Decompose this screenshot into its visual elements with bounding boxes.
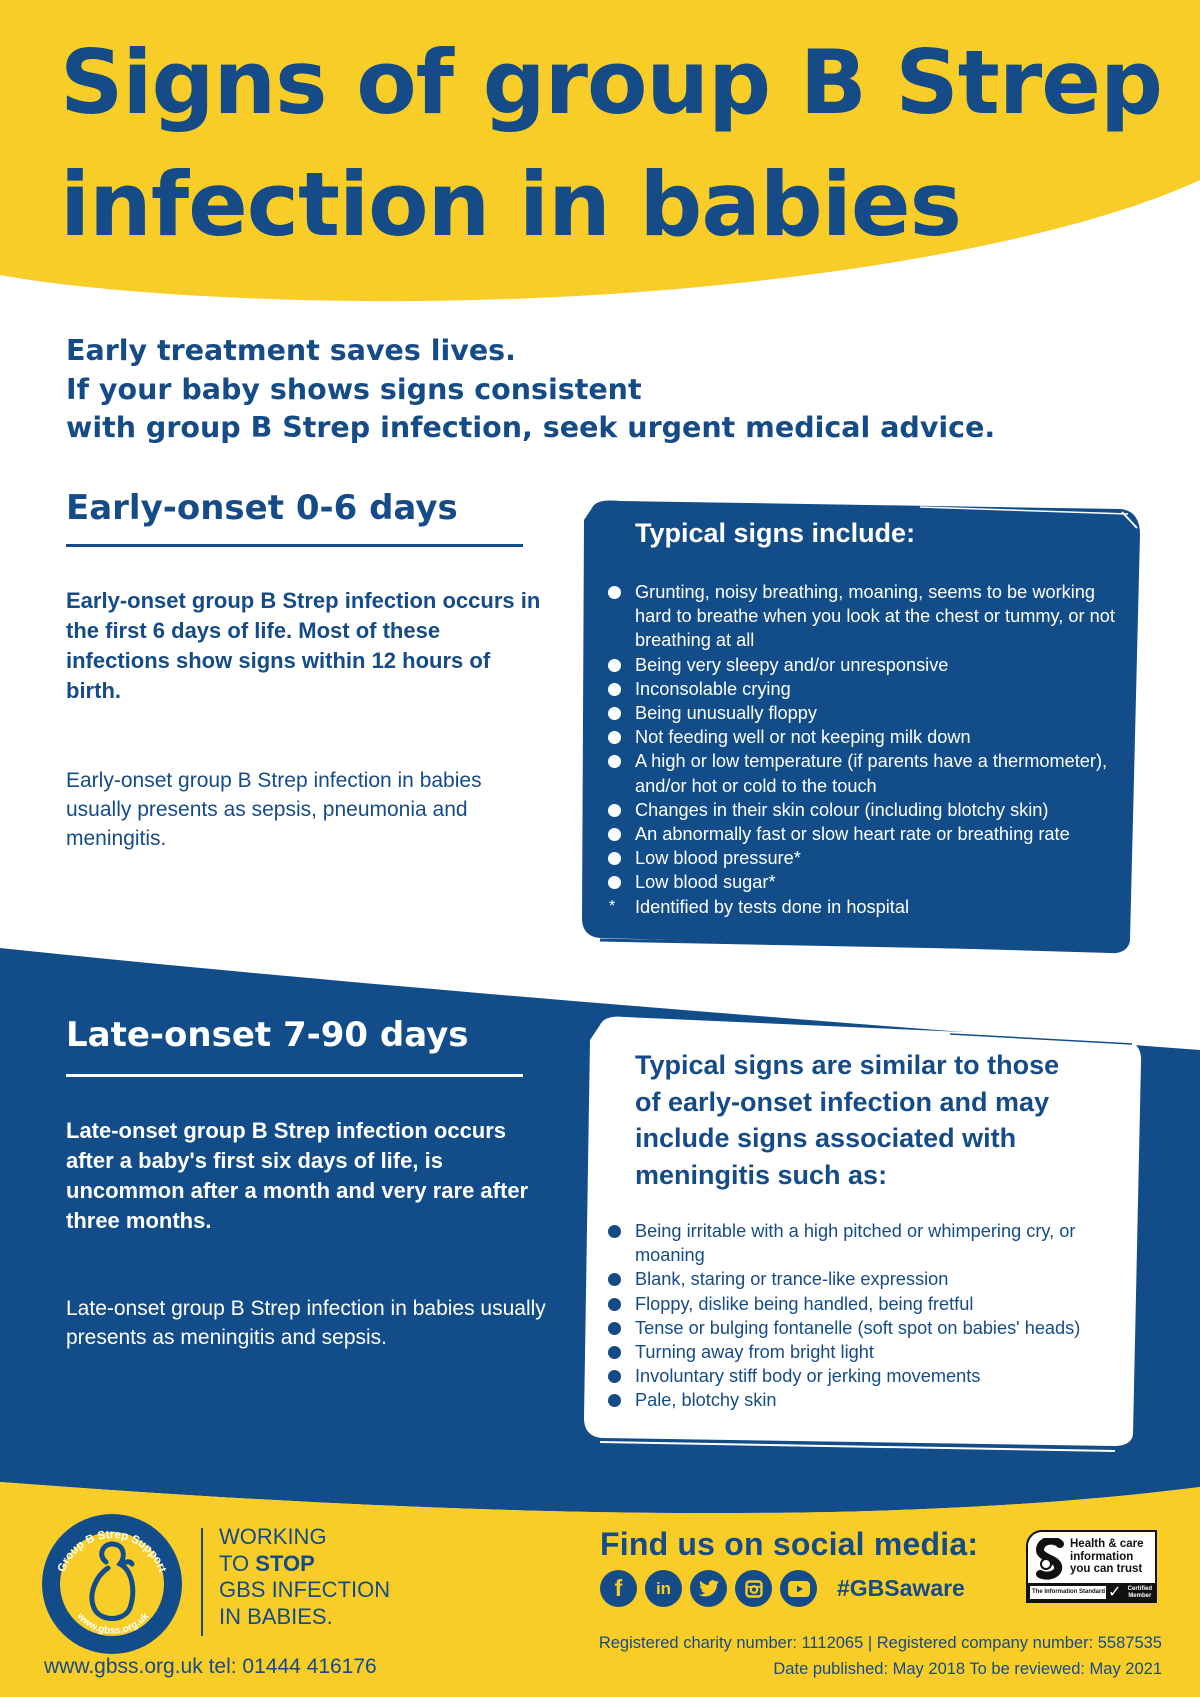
- late-onset-description: Late-onset group B Strep infection occurs after a baby's first six days of life, is uncommon after a month and very rare after three months.: [66, 1118, 529, 1233]
- intro-line-2: If your baby shows signs consistent: [66, 372, 642, 406]
- bullet-icon: [608, 804, 621, 817]
- early-signs-title: Typical signs include:: [635, 518, 916, 548]
- early-onset-presentation: Early-onset group B Strep infection in babies usually presents as sepsis, pneumonia and meningitis.: [66, 769, 482, 850]
- early-sign-item: Being very sleepy and/or unresponsive: [635, 653, 1135, 677]
- early-sign-item: Low blood sugar*: [635, 870, 1135, 894]
- early-onset-description: Early-onset group B Strep infection occurs in the first 6 days of life. Most of these infections show signs within 12 hours of birth.: [66, 588, 541, 703]
- badge-text: Health & care information you can trust: [1070, 1538, 1144, 1575]
- title-line-1: Signs of group B Strep: [60, 31, 1162, 134]
- bullet-icon: [608, 659, 621, 672]
- svg-text:www.gbss.org.uk: www.gbss.org.uk: [74, 1610, 152, 1637]
- early-onset-divider: [66, 544, 523, 547]
- slogan-line-4: IN BABIES.: [219, 1603, 333, 1629]
- early-sign-item: An abnormally fast or slow heart rate or breathing rate: [635, 822, 1135, 846]
- late-onset-heading: Late-onset 7-90 days: [66, 1015, 469, 1055]
- late-onset-divider: [66, 1074, 523, 1077]
- svg-text:Group B Strep Support: Group B Strep Support: [55, 1528, 169, 1574]
- early-sign-item: Changes in their skin colour (including blotchy skin): [635, 798, 1135, 822]
- contact-info[interactable]: www.gbss.org.uk tel: 01444 416176: [44, 1655, 377, 1678]
- intro-line-1: Early treatment saves lives.: [66, 334, 516, 367]
- title-line-2: infection in babies: [60, 153, 961, 256]
- bullet-icon: [608, 1322, 621, 1335]
- late-sign-item: Floppy, dislike being handled, being fretful: [635, 1292, 1135, 1316]
- bullet-icon: [608, 586, 621, 599]
- page-title: [60, 22, 1162, 266]
- checkmark-icon: ✓: [1108, 1582, 1122, 1601]
- slogan: [219, 1524, 390, 1630]
- twitter-icon[interactable]: [690, 1570, 727, 1607]
- social-heading: Find us on social media:: [600, 1526, 979, 1562]
- info-standard-logo-icon: [1034, 1538, 1066, 1584]
- asterisk-icon: *: [609, 897, 616, 915]
- early-signs-list: [609, 580, 1135, 919]
- youtube-icon[interactable]: [780, 1570, 817, 1607]
- early-sign-item: A high or low temperature (if parents have a thermometer), and/or hot or cold to the touch: [635, 749, 1135, 797]
- late-sign-item: Pale, blotchy skin: [635, 1388, 1135, 1412]
- early-sign-item: Being unusually floppy: [635, 701, 1135, 725]
- publication-dates: Date published: May 2018 To be reviewed: May 2021: [773, 1660, 1162, 1678]
- linkedin-icon[interactable]: in: [645, 1570, 682, 1607]
- late-sign-item: Blank, staring or trance-like expression: [635, 1267, 1135, 1291]
- bullet-icon: [608, 1298, 621, 1311]
- social-links: [600, 1570, 965, 1607]
- late-onset-presentation: Late-onset group B Strep infection in babies usually presents as meningitis and sepsis.: [66, 1297, 546, 1349]
- early-sign-item: Inconsolable crying: [635, 677, 1135, 701]
- slogan-line-3: GBS INFECTION: [219, 1577, 391, 1602]
- instagram-icon[interactable]: [735, 1570, 772, 1607]
- bullet-icon: [608, 683, 621, 696]
- gbss-logo: [40, 1512, 184, 1656]
- bullet-icon: [608, 707, 621, 720]
- hashtag[interactable]: #GBSaware: [837, 1575, 965, 1601]
- late-signs-title: Typical signs are similar to those of early-onset infection and may include signs associated with meningitis such as:: [635, 1050, 1060, 1190]
- footer-divider: [201, 1528, 203, 1636]
- bullet-icon: [608, 1346, 621, 1359]
- bullet-icon: [608, 1225, 621, 1238]
- early-sign-item: Grunting, noisy breathing, moaning, seems to be working hard to breathe when you look at the chest or tummy, or not breathing at all: [635, 580, 1135, 653]
- information-standard-badge: [1026, 1530, 1157, 1603]
- early-onset-heading: Early-onset 0-6 days: [66, 488, 458, 528]
- registration-numbers: Registered charity number: 1112065 | Registered company number: 5587535: [598, 1634, 1162, 1652]
- badge-standard-label: The Information Standard: [1030, 1586, 1106, 1599]
- late-sign-item: Being irritable with a high pitched or whimpering cry, or moaning: [635, 1219, 1135, 1267]
- late-sign-item: Involuntary stiff body or jerking movements: [635, 1364, 1135, 1388]
- intro-message: [66, 332, 995, 448]
- intro-line-3: with group B Strep infection, seek urgent medical advice.: [66, 411, 996, 444]
- facebook-icon[interactable]: f: [600, 1570, 637, 1607]
- early-sign-item: Not feeding well or not keeping milk down: [635, 725, 1135, 749]
- badge-certified-label: Certified Member: [1127, 1586, 1152, 1599]
- late-signs-list: [635, 1219, 1135, 1413]
- bullet-icon: [608, 828, 621, 841]
- early-sign-item: Low blood pressure*: [635, 846, 1135, 870]
- late-sign-item: Turning away from bright light: [635, 1340, 1135, 1364]
- early-sign-footnote: * Identified by tests done in hospital: [635, 895, 1135, 919]
- late-sign-item: Tense or bulging fontanelle (soft spot on babies' heads): [635, 1316, 1135, 1340]
- slogan-line-2: TO STOP: [219, 1550, 315, 1576]
- slogan-line-1: WORKING: [219, 1524, 327, 1549]
